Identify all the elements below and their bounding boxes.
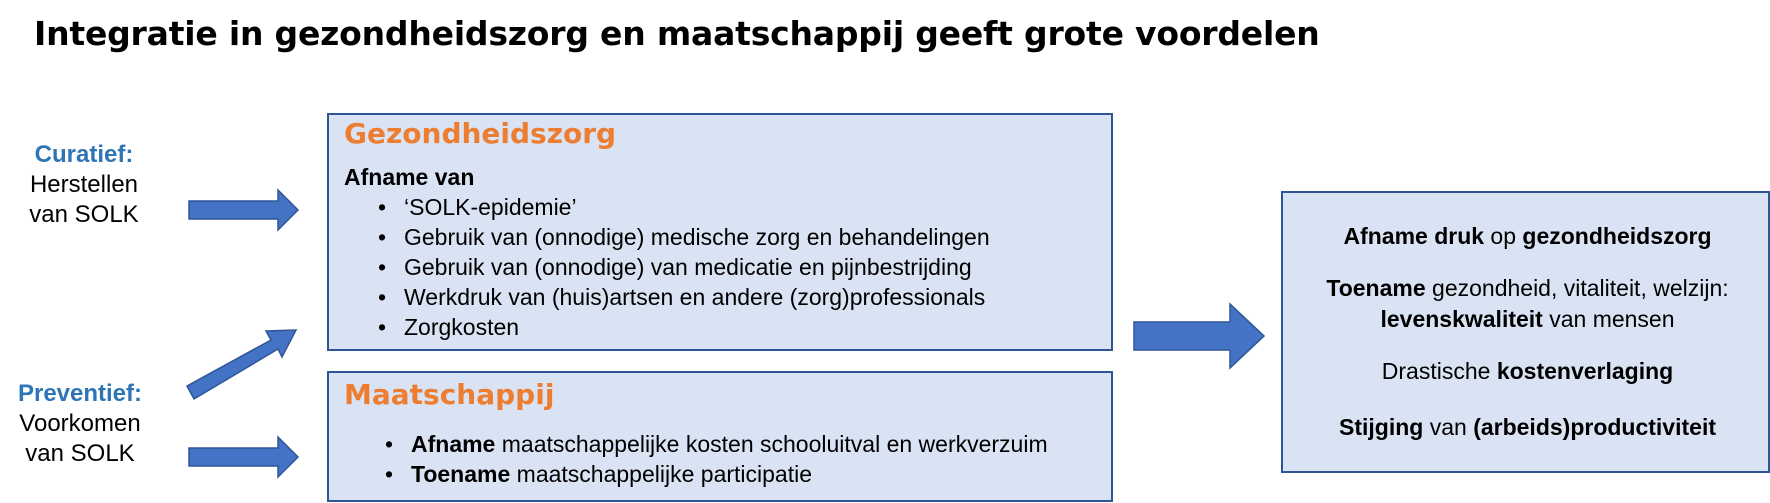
list-item: • Gebruik van (onnodige) van medicatie en pijnbestrijding <box>374 252 990 282</box>
result-4-bold-1: Stijging <box>1338 414 1424 440</box>
list-item <box>381 459 1048 489</box>
arrow-preventief-to-healthcare <box>186 326 298 404</box>
preventief-heading: Preventief: <box>17 380 143 407</box>
result-4-text-1: van <box>1423 414 1474 440</box>
list-item: • Gebruik van (onnodige) medische zorg en behandelingen <box>374 222 990 252</box>
result-4-bold-2: (arbeids)productiviteit <box>1473 414 1716 440</box>
result-1-text-1: op <box>1484 223 1523 249</box>
preventief-label <box>0 379 160 469</box>
results-box <box>1281 191 1770 473</box>
curatief-line-2: van SOLK <box>29 201 139 228</box>
result-2-text-2: van mensen <box>1542 306 1675 332</box>
list-item <box>381 429 1048 459</box>
result-4 <box>1283 412 1770 443</box>
healthcare-box <box>327 113 1113 351</box>
society-list <box>381 429 1048 489</box>
society-box <box>327 371 1113 502</box>
result-3-bold-1: kostenverlaging <box>1496 358 1674 384</box>
preventief-line-1: Voorkomen <box>19 410 141 437</box>
society-title: Maatschappij <box>344 378 555 411</box>
healthcare-list <box>374 192 990 342</box>
page-title: Integratie in gezondheidszorg en maatschappij geeft grote voordelen <box>34 14 1320 53</box>
arrow-to-results <box>1133 302 1267 370</box>
result-2 <box>1283 273 1770 335</box>
curatief-label <box>4 140 164 230</box>
society-item-1-text: maatschappelijke kosten schooluitval en werkverzuim <box>495 431 1048 457</box>
healthcare-subtitle: Afname van <box>344 164 475 190</box>
society-item-2-bold: Toename <box>411 461 511 487</box>
curatief-heading: Curatief: <box>34 141 134 168</box>
list-item: • ‘SOLK-epidemie’ <box>374 192 990 222</box>
curatief-line-1: Herstellen <box>29 171 139 198</box>
result-2-bold-2: levenskwaliteit <box>1380 306 1543 332</box>
result-1-bold-1: Afname druk <box>1343 223 1485 249</box>
list-item: • Werkdruk van (huis)artsen en andere (zorg)professionals <box>374 282 990 312</box>
healthcare-title: Gezondheidszorg <box>344 117 617 150</box>
society-item-1-bold: Afname <box>411 431 496 457</box>
list-item: • Zorgkosten <box>374 312 990 342</box>
result-1-bold-2: gezondheidszorg <box>1522 223 1712 249</box>
result-1 <box>1283 221 1770 252</box>
result-2-text-1: gezondheid, vitaliteit, welzijn: <box>1425 275 1729 301</box>
result-2-bold-1: Toename <box>1326 275 1426 301</box>
result-3 <box>1283 356 1770 387</box>
preventief-line-2: van SOLK <box>25 440 135 467</box>
society-item-2-text: maatschappelijke participatie <box>510 461 812 487</box>
result-3-text-1: Drastische <box>1381 358 1497 384</box>
arrow-curatief-to-healthcare <box>188 188 300 232</box>
arrow-preventief-to-society <box>188 435 300 479</box>
